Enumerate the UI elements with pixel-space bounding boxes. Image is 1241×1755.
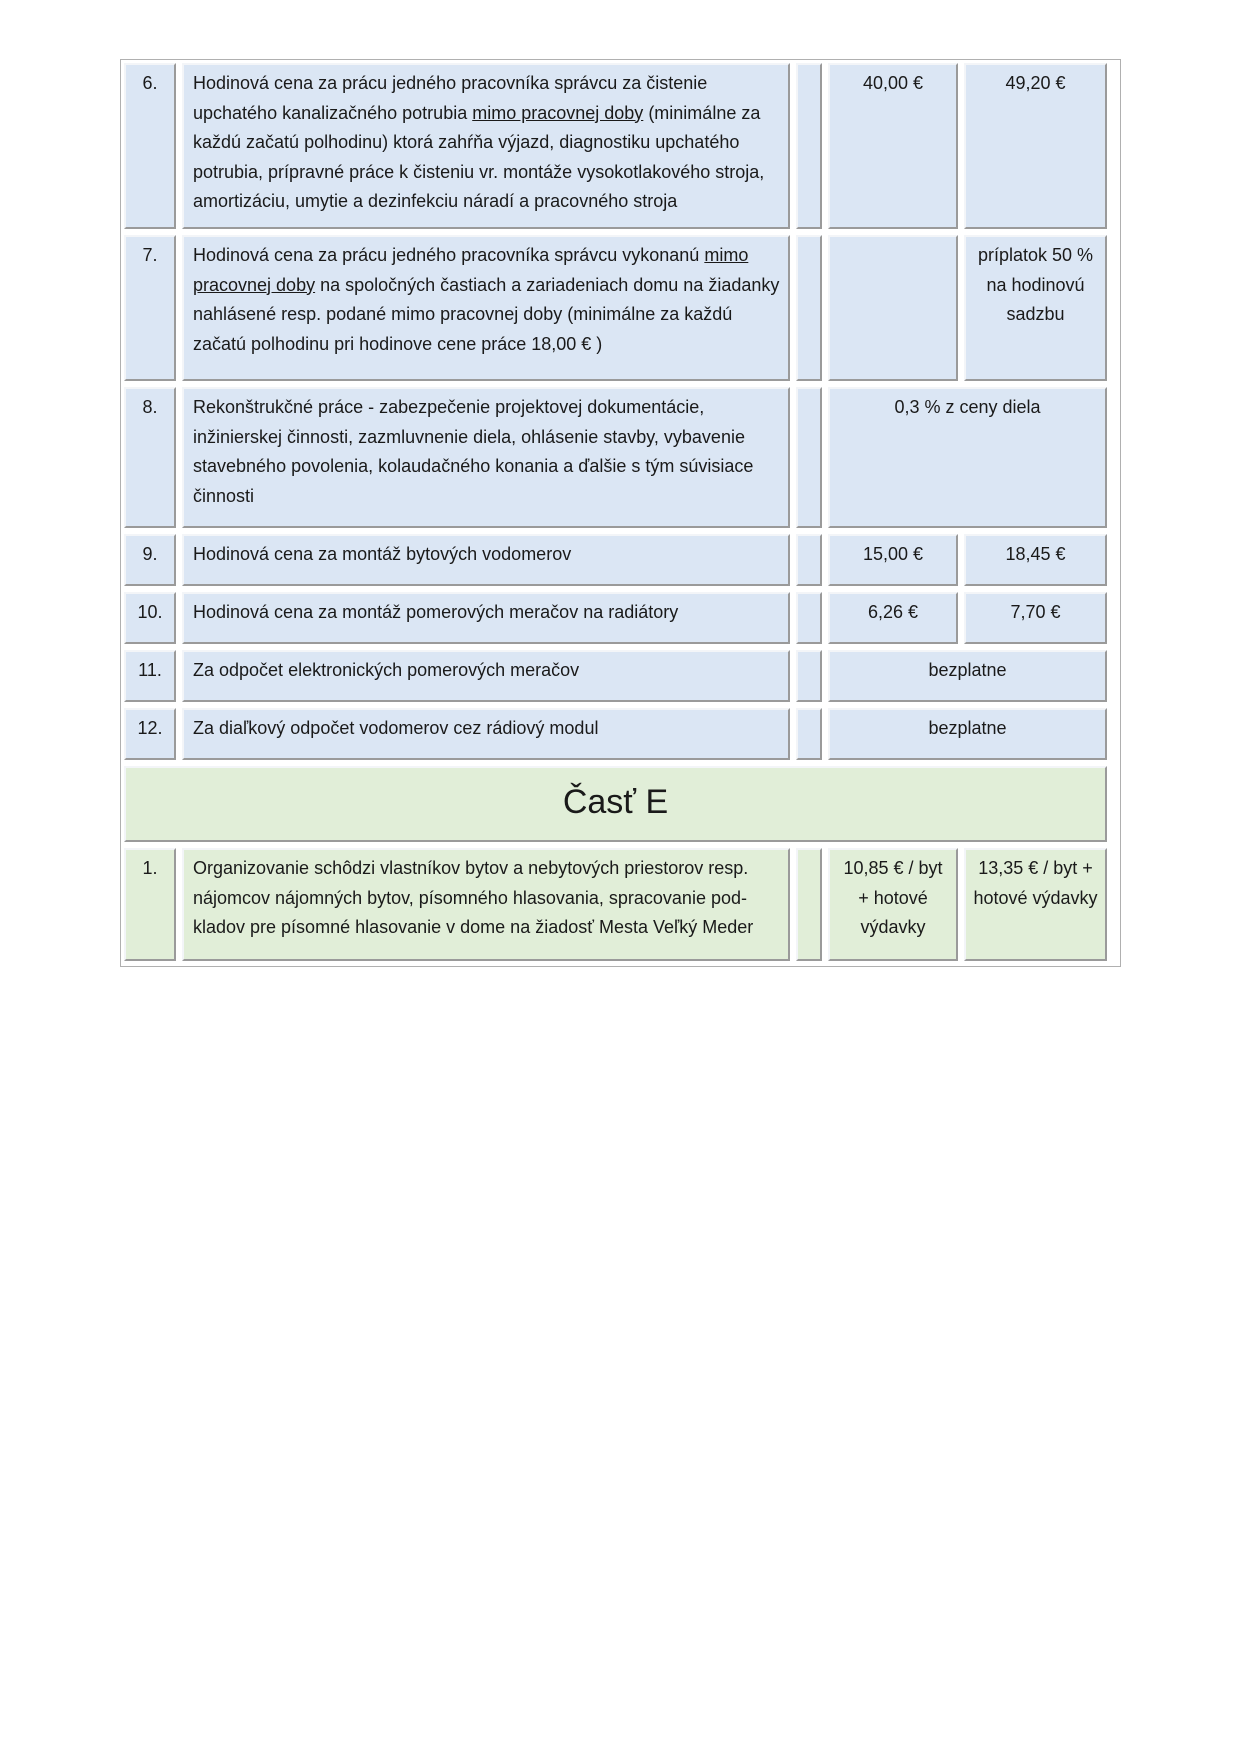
row-6-price-incl-vat: 49,20 € xyxy=(964,63,1107,229)
section-e-row-1-description: Organizovanie schôdzi vlastníkov bytov a nebytových priestorov resp. nájomcov nájomných bytov, písomného hlasovania, spracovanie pod-kladov pre písomné hlasovanie v dome na žiadosť Mesta Veľký Meder xyxy=(182,848,790,961)
row-10-price-incl-vat: 7,70 € xyxy=(964,592,1107,644)
row-6-desc-text: Hodinová cena za prácu jedného pracovníka správcu za čistenie upchatého kanalizačného potrubia xyxy=(193,73,708,123)
row-10-empty-cell xyxy=(796,592,822,644)
section-e-row-1-price-excl-vat: 10,85 € / byt + hotové výdavky xyxy=(828,848,958,961)
row-6-desc-text-end: (minimálne za každú začatú polhodinu) ktorá zahŕňa výjazd, diagnostiku upchatého potrubia, prípravné práce k čisteniu vr. montáže vysokotlakového stroja, amortizáciu, umytie a dezinfekciu náradí a pracovného stroja xyxy=(193,102,765,211)
row-10-price-excl-vat: 6,26 € xyxy=(828,592,958,644)
row-10-description: Hodinová cena za montáž pomerových meračov na radiátory xyxy=(182,592,790,644)
row-12-number: 12. xyxy=(124,708,176,760)
row-11-description: Za odpočet elektronických pomerových meračov xyxy=(182,650,790,702)
row-11-number: 11. xyxy=(124,650,176,702)
row-7-price-excl-vat xyxy=(828,235,958,381)
row-8-price-merged: 0,3 % z ceny diela xyxy=(828,387,1107,528)
section-e-row-1-price-incl-vat: 13,35 € / byt + hotové výdavky xyxy=(964,848,1107,961)
row-12-price-merged: bezplatne xyxy=(828,708,1107,760)
row-7-desc-underlined: mimo pracovnej doby xyxy=(193,245,749,295)
row-10-number: 10. xyxy=(124,592,176,644)
section-e-row-1-empty-cell xyxy=(796,848,822,961)
section-e-heading: Časť E xyxy=(124,766,1107,842)
row-9-price-incl-vat: 18,45 € xyxy=(964,534,1107,586)
row-8-description: Rekonštrukčné práce - zabezpečenie projektovej dokumentácie, inžinierskej činnosti, zazmluvnenie diela, ohlásenie stavby, vybavenie stavebného povolenia, kolaudačného konania a ďalšie s tým súvisiace činnosti xyxy=(182,387,790,528)
row-9-description: Hodinová cena za montáž bytových vodomerov xyxy=(182,534,790,586)
row-8-number: 8. xyxy=(124,387,176,528)
row-8-empty-cell xyxy=(796,387,822,528)
price-table xyxy=(120,59,1121,967)
row-9-empty-cell xyxy=(796,534,822,586)
row-6-number: 6. xyxy=(124,63,176,229)
row-6-description xyxy=(182,63,790,229)
row-9-price-excl-vat: 15,00 € xyxy=(828,534,958,586)
row-6-empty-cell xyxy=(796,63,822,229)
row-7-number: 7. xyxy=(124,235,176,381)
row-6-price-excl-vat: 40,00 € xyxy=(828,63,958,229)
row-11-price-merged: bezplatne xyxy=(828,650,1107,702)
row-7-description xyxy=(182,235,790,381)
row-11-empty-cell xyxy=(796,650,822,702)
row-7-price-incl-vat: príplatok 50 % na hodinovú sadzbu xyxy=(964,235,1107,381)
section-e-row-1-number: 1. xyxy=(124,848,176,961)
row-6-desc-underlined: mimo pracovnej doby xyxy=(472,102,644,123)
row-7-desc-text-end: na spoločných častiach a zariadeniach domu na žiadanky nahlásené resp. podané mimo pracovnej doby (minimálne za každú začatú polhodinu pri hodinove cene práce 18,00 € ) xyxy=(193,274,780,354)
row-9-number: 9. xyxy=(124,534,176,586)
row-7-desc-text: Hodinová cena za prácu jedného pracovníka správcu vykonanú xyxy=(193,245,705,265)
row-7-empty-cell xyxy=(796,235,822,381)
row-12-description: Za diaľkový odpočet vodomerov cez rádiový modul xyxy=(182,708,790,760)
row-12-empty-cell xyxy=(796,708,822,760)
